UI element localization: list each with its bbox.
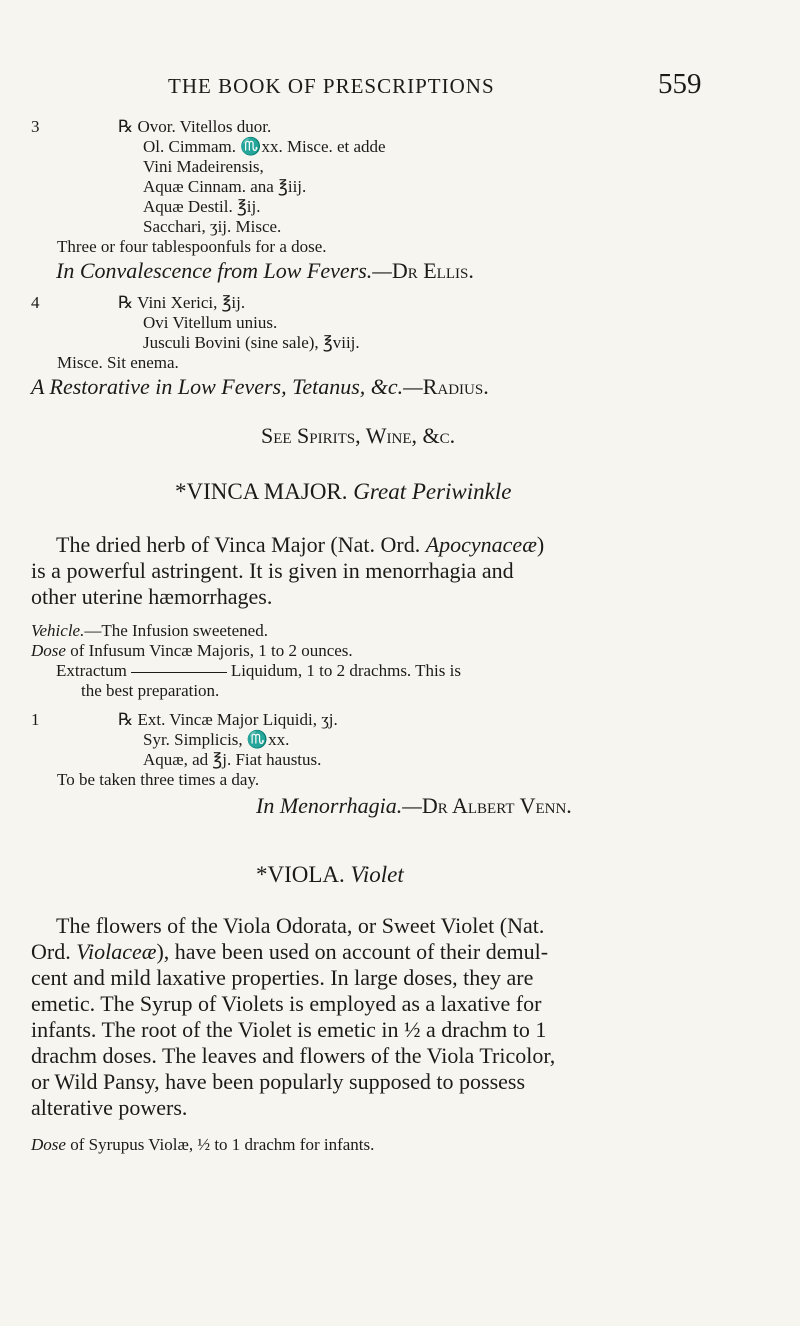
paragraph-line: other uterine hæmorrhages. xyxy=(31,584,273,609)
dose-note xyxy=(31,1135,374,1155)
dash-rule xyxy=(131,672,227,673)
dose-text: of Infusum Vincæ Majoris, 1 to 2 ounces. xyxy=(65,641,353,660)
paragraph-line: infants. The root of the Violet is emetic in ½ a drachm to 1 xyxy=(31,1017,547,1042)
extract-note-cont: the best preparation. xyxy=(81,681,220,700)
rx-line: ℞ Ovor. Vitellos duor. xyxy=(118,117,272,136)
vehicle-note xyxy=(31,621,268,641)
paragraph-line: alterative powers. xyxy=(31,1095,188,1120)
rx-direction: Three or four tablespoonfuls for a dose. xyxy=(57,237,327,256)
dose-text: of Syrupus Violæ, ½ to 1 drachm for infants. xyxy=(65,1135,375,1154)
rx-line: Ol. Cimmam. ♏xx. Misce. et adde xyxy=(143,137,386,156)
section-heading xyxy=(256,862,404,888)
vehicle-text: —The Infusion sweetened. xyxy=(84,621,268,640)
attribution-text: In Convalescence from Low Fevers.— xyxy=(56,258,392,283)
rx-line: Sacchari, ʒij. Misce. xyxy=(143,217,282,236)
rx-line: Jusculi Bovini (sine sale), ℥viij. xyxy=(143,333,360,352)
common-name: Violet xyxy=(350,862,404,887)
rx-line: Syr. Simplicis, ♏xx. xyxy=(143,730,290,749)
rx-direction: Misce. Sit enema. xyxy=(57,353,179,372)
rx-line: Ovi Vitellum unius. xyxy=(143,313,278,332)
attribution xyxy=(31,374,489,400)
extract-b: Liquidum, 1 to 2 drachms. This is xyxy=(230,661,461,680)
paragraph-line: The dried herb of Vinca Major (Nat. Ord. Apocynaceæ) xyxy=(56,532,545,557)
paragraph-line: drachm doses. The leaves and flowers of the Viola Tricolor, xyxy=(31,1043,556,1068)
paragraph-line: The flowers of the Viola Odorata, or Sweet Violet (Nat. xyxy=(56,913,545,938)
prescription-number: 1 xyxy=(31,710,40,729)
attribution-author: Dr Albert Venn. xyxy=(421,793,572,818)
attribution-text: A Restorative in Low Fevers, Tetanus, &c.— xyxy=(31,374,423,399)
rx-line: ℞ Ext. Vincæ Major Liquidi, ʒj. xyxy=(118,710,338,729)
common-name: Great Periwinkle xyxy=(353,479,512,504)
paragraph-line: Ord. Violaceæ), have been used on account of their demul- xyxy=(31,939,549,964)
vehicle-label: Vehicle. xyxy=(31,621,85,640)
attribution xyxy=(56,258,474,284)
attribution-author: Radius. xyxy=(422,374,489,399)
attribution-text: In Menorrhagia.— xyxy=(256,793,422,818)
rx-line: Aquæ, ad ℥j. Fiat haustus. xyxy=(143,750,322,769)
rx-line: Aquæ Destil. ℥ij. xyxy=(143,197,261,216)
dose-note xyxy=(31,641,353,661)
prescription-number: 4 xyxy=(31,293,40,312)
extract-a: Extractum xyxy=(56,661,127,680)
running-header: THE BOOK OF PRESCRIPTIONS xyxy=(168,74,495,98)
rx-direction: To be taken three times a day. xyxy=(57,770,260,789)
attribution xyxy=(256,793,572,819)
prescription-number: 3 xyxy=(31,117,40,136)
section-title: *VIOLA. xyxy=(256,862,345,887)
cross-reference: See Spirits, Wine, &c. xyxy=(261,423,456,448)
paragraph-line: emetic. The Syrup of Violets is employed as a laxative for xyxy=(31,991,542,1016)
section-title: *VINCA MAJOR. xyxy=(175,479,348,504)
rx-line: Aquæ Cinnam. ana ℥iij. xyxy=(143,177,307,196)
dose-label: Dose xyxy=(31,1135,66,1154)
paragraph-line: or Wild Pansy, have been popularly supposed to possess xyxy=(31,1069,526,1094)
paragraph-line: is a powerful astringent. It is given in menorrhagia and xyxy=(31,558,514,583)
section-heading xyxy=(175,479,511,505)
dose-label: Dose xyxy=(31,641,66,660)
page-number: 559 xyxy=(658,68,702,100)
paragraph-line: cent and mild laxative properties. In large doses, they are xyxy=(31,965,534,990)
attribution-author: Dr Ellis. xyxy=(391,258,474,283)
rx-line: Vini Madeirensis, xyxy=(143,157,264,176)
rx-line: ℞ Vini Xerici, ℥ij. xyxy=(118,293,246,312)
extract-note xyxy=(56,661,461,681)
